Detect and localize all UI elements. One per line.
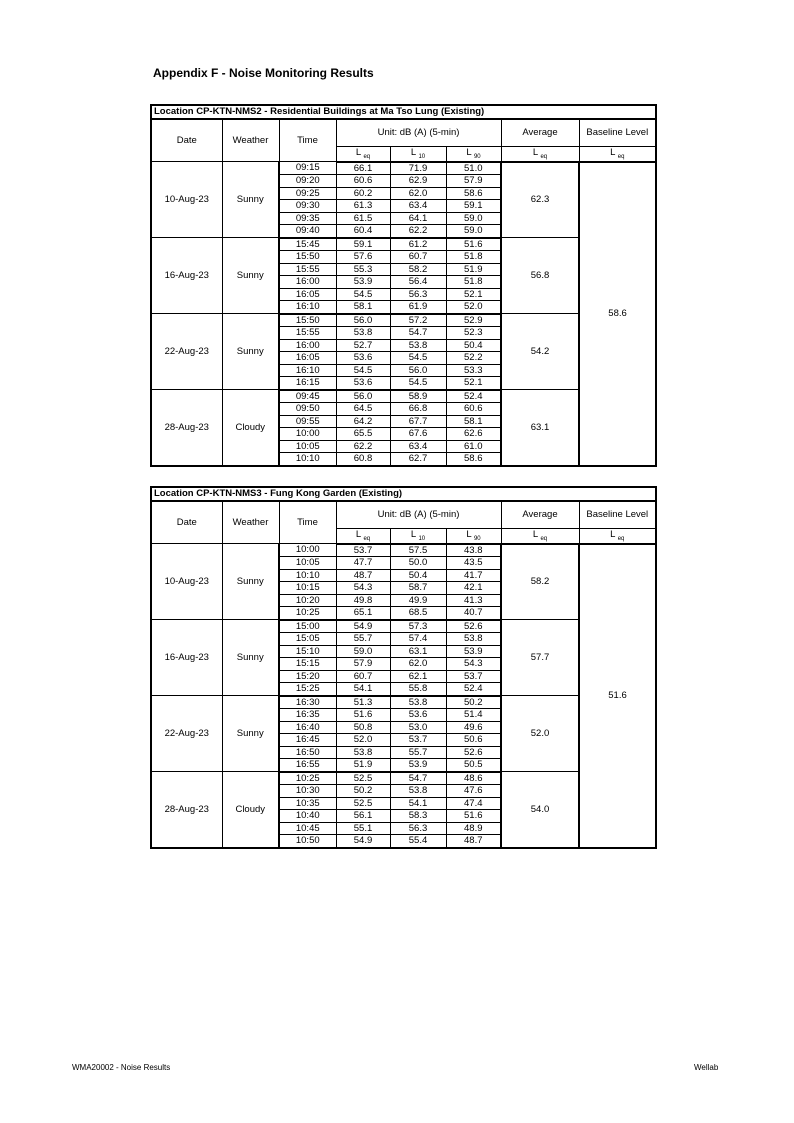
footer-company: Wellab [694,1063,719,1072]
time-cell: 15:50 [279,251,336,264]
l90-cell: 51.8 [446,251,501,264]
baseline-cell: 58.6 [579,162,656,466]
l90-cell: 53.3 [446,364,501,377]
l90-cell: 41.7 [446,569,501,582]
header-l90 [446,147,501,162]
footer-document-ref: WMA20002 - Noise Results [72,1063,171,1072]
l90-cell: 43.8 [446,544,501,557]
header-baseline: Baseline Level [579,119,656,147]
l10-cell: 53.8 [390,785,446,798]
l10-cell: 62.9 [390,175,446,188]
header-unit: Unit: dB (A) (5-min) [336,119,501,147]
header-date: Date [151,119,222,162]
leq-cell: 64.2 [336,415,390,428]
time-cell: 09:20 [279,175,336,188]
l10-cell: 57.2 [390,314,446,327]
l10-cell: 53.6 [390,709,446,722]
leq-cell: 52.7 [336,339,390,352]
header-average: Average [501,119,579,147]
leq-cell: 58.1 [336,301,390,314]
leq-cell: 53.7 [336,544,390,557]
leq-cell: 50.8 [336,721,390,734]
l-subscript: 90 [473,536,481,542]
l10-cell: 62.7 [390,453,446,466]
time-cell: 16:40 [279,721,336,734]
time-cell: 10:00 [279,428,336,441]
weather-cell: Cloudy [222,772,279,848]
l-symbol: L [410,529,416,540]
header-average: Average [501,501,579,529]
l10-cell: 71.9 [390,162,446,175]
l-subscript: eq [540,536,548,542]
leq-cell: 55.7 [336,633,390,646]
time-cell: 10:10 [279,569,336,582]
average-cell: 54.2 [501,314,579,390]
l10-cell: 60.7 [390,251,446,264]
average-cell: 63.1 [501,390,579,466]
l90-cell: 50.6 [446,734,501,747]
header-baseline: Baseline Level [579,501,656,529]
time-cell: 15:25 [279,683,336,696]
l10-cell: 62.2 [390,225,446,238]
time-cell: 16:00 [279,339,336,352]
time-cell: 09:40 [279,225,336,238]
l90-cell: 48.6 [446,772,501,785]
l90-cell: 53.7 [446,670,501,683]
l90-cell: 48.7 [446,835,501,848]
l90-cell: 48.9 [446,822,501,835]
leq-cell: 53.6 [336,377,390,390]
l-symbol: L [466,147,472,158]
l10-cell: 62.0 [390,658,446,671]
time-cell: 09:55 [279,415,336,428]
weather-cell: Cloudy [222,390,279,466]
l10-cell: 54.5 [390,352,446,365]
l10-cell: 58.9 [390,390,446,403]
l90-cell: 58.6 [446,187,501,200]
table-row [151,544,656,557]
l90-cell: 42.1 [446,582,501,595]
leq-cell: 53.9 [336,276,390,289]
time-cell: 16:10 [279,301,336,314]
time-cell: 16:55 [279,759,336,772]
l-subscript: eq [540,154,548,160]
average-cell: 57.7 [501,620,579,696]
time-cell: 09:25 [279,187,336,200]
noise-results-table [150,486,657,849]
l-subscript: 90 [473,154,481,160]
leq-cell: 55.3 [336,263,390,276]
l90-cell: 52.1 [446,288,501,301]
l90-cell: 57.9 [446,175,501,188]
l10-cell: 61.9 [390,301,446,314]
time-cell: 15:45 [279,238,336,251]
time-cell: 16:15 [279,377,336,390]
time-cell: 16:35 [279,709,336,722]
weather-cell: Sunny [222,620,279,696]
l-symbol: L [532,147,538,158]
l90-cell: 52.4 [446,683,501,696]
l90-cell: 47.4 [446,797,501,810]
time-cell: 10:05 [279,557,336,570]
time-cell: 09:45 [279,390,336,403]
leq-cell: 65.5 [336,428,390,441]
leq-cell: 55.1 [336,822,390,835]
noise-results-table [150,104,657,467]
average-cell: 52.0 [501,696,579,772]
leq-cell: 60.2 [336,187,390,200]
header-average-leq [501,147,579,162]
header-weather: Weather [222,119,279,162]
l90-cell: 51.9 [446,263,501,276]
l-subscript: eq [363,154,371,160]
time-cell: 10:05 [279,440,336,453]
l10-cell: 67.6 [390,428,446,441]
leq-cell: 60.6 [336,175,390,188]
l90-cell: 41.3 [446,594,501,607]
average-cell: 58.2 [501,544,579,620]
time-cell: 15:20 [279,670,336,683]
time-cell: 15:10 [279,645,336,658]
time-cell: 10:50 [279,835,336,848]
time-cell: 09:15 [279,162,336,175]
l90-cell: 47.6 [446,785,501,798]
leq-cell: 60.7 [336,670,390,683]
l-symbol: L [610,147,616,158]
header-leq [336,529,390,544]
leq-cell: 49.8 [336,594,390,607]
l90-cell: 59.1 [446,200,501,213]
leq-cell: 60.4 [336,225,390,238]
l10-cell: 58.2 [390,263,446,276]
leq-cell: 52.5 [336,772,390,785]
date-cell: 28-Aug-23 [151,390,222,466]
time-cell: 16:05 [279,288,336,301]
leq-cell: 57.9 [336,658,390,671]
leq-cell: 59.1 [336,238,390,251]
weather-cell: Sunny [222,544,279,620]
time-cell: 16:10 [279,364,336,377]
l90-cell: 49.6 [446,721,501,734]
l-symbol: L [466,529,472,540]
time-cell: 10:40 [279,810,336,823]
l90-cell: 40.7 [446,607,501,620]
header-unit: Unit: dB (A) (5-min) [336,501,501,529]
header-leq [336,147,390,162]
l10-cell: 55.8 [390,683,446,696]
l10-cell: 50.4 [390,569,446,582]
l90-cell: 50.2 [446,696,501,709]
l10-cell: 55.7 [390,746,446,759]
time-cell: 15:50 [279,314,336,327]
l90-cell: 53.8 [446,633,501,646]
leq-cell: 54.5 [336,364,390,377]
l-symbol: L [532,529,538,540]
l90-cell: 50.5 [446,759,501,772]
leq-cell: 56.0 [336,390,390,403]
l90-cell: 52.0 [446,301,501,314]
leq-cell: 66.1 [336,162,390,175]
leq-cell: 54.9 [336,620,390,633]
weather-cell: Sunny [222,238,279,314]
date-cell: 10-Aug-23 [151,544,222,620]
leq-cell: 64.5 [336,403,390,416]
l90-cell: 60.6 [446,403,501,416]
leq-cell: 60.8 [336,453,390,466]
l90-cell: 50.4 [446,339,501,352]
l10-cell: 55.4 [390,835,446,848]
l10-cell: 50.0 [390,557,446,570]
date-cell: 28-Aug-23 [151,772,222,848]
time-cell: 10:15 [279,582,336,595]
l10-cell: 67.7 [390,415,446,428]
l10-cell: 64.1 [390,212,446,225]
l90-cell: 61.0 [446,440,501,453]
date-cell: 10-Aug-23 [151,162,222,238]
leq-cell: 47.7 [336,557,390,570]
l10-cell: 68.5 [390,607,446,620]
leq-cell: 56.1 [336,810,390,823]
header-average-leq [501,529,579,544]
time-cell: 09:50 [279,403,336,416]
time-cell: 10:30 [279,785,336,798]
leq-cell: 52.0 [336,734,390,747]
time-cell: 10:10 [279,453,336,466]
l-subscript: eq [617,154,625,160]
time-cell: 10:25 [279,772,336,785]
time-cell: 16:05 [279,352,336,365]
l-subscript: 10 [418,154,426,160]
leq-cell: 65.1 [336,607,390,620]
l90-cell: 51.6 [446,238,501,251]
location-title: Location CP-KTN-NMS2 - Residential Buildings at Ma Tso Lung (Existing) [151,105,656,119]
leq-cell: 51.9 [336,759,390,772]
leq-cell: 53.8 [336,327,390,340]
l-symbol: L [610,529,616,540]
l-symbol: L [355,529,361,540]
header-time: Time [279,501,336,544]
date-cell: 16-Aug-23 [151,238,222,314]
time-cell: 10:20 [279,594,336,607]
l10-cell: 56.4 [390,276,446,289]
l10-cell: 53.8 [390,696,446,709]
l-subscript: 10 [418,536,426,542]
l90-cell: 52.1 [446,377,501,390]
l10-cell: 62.0 [390,187,446,200]
l10-cell: 61.2 [390,238,446,251]
l90-cell: 59.0 [446,212,501,225]
leq-cell: 54.5 [336,288,390,301]
l10-cell: 54.7 [390,327,446,340]
l90-cell: 62.6 [446,428,501,441]
average-cell: 62.3 [501,162,579,238]
l90-cell: 51.0 [446,162,501,175]
time-cell: 10:35 [279,797,336,810]
average-cell: 54.0 [501,772,579,848]
time-cell: 15:55 [279,263,336,276]
weather-cell: Sunny [222,162,279,238]
l10-cell: 53.0 [390,721,446,734]
header-l10 [390,147,446,162]
header-time: Time [279,119,336,162]
l10-cell: 63.1 [390,645,446,658]
l-subscript: eq [363,536,371,542]
l90-cell: 51.6 [446,810,501,823]
leq-cell: 52.5 [336,797,390,810]
leq-cell: 53.6 [336,352,390,365]
time-cell: 10:00 [279,544,336,557]
page-title: Appendix F - Noise Monitoring Results [153,66,374,80]
header-baseline-leq [579,147,656,162]
l10-cell: 62.1 [390,670,446,683]
l10-cell: 57.3 [390,620,446,633]
leq-cell: 61.3 [336,200,390,213]
leq-cell: 54.3 [336,582,390,595]
header-baseline-leq [579,529,656,544]
l10-cell: 54.1 [390,797,446,810]
noise-table-nms2 [150,104,655,467]
l10-cell: 54.5 [390,377,446,390]
l90-cell: 58.1 [446,415,501,428]
l10-cell: 54.7 [390,772,446,785]
l10-cell: 49.9 [390,594,446,607]
leq-cell: 59.0 [336,645,390,658]
header-l90 [446,529,501,544]
l10-cell: 63.4 [390,440,446,453]
l10-cell: 56.0 [390,364,446,377]
leq-cell: 62.2 [336,440,390,453]
leq-cell: 51.6 [336,709,390,722]
table-row [151,162,656,175]
header-date: Date [151,501,222,544]
leq-cell: 50.2 [336,785,390,798]
time-cell: 16:50 [279,746,336,759]
time-cell: 15:55 [279,327,336,340]
l90-cell: 52.2 [446,352,501,365]
leq-cell: 48.7 [336,569,390,582]
noise-table-nms3 [150,486,655,849]
header-weather: Weather [222,501,279,544]
date-cell: 22-Aug-23 [151,314,222,390]
l90-cell: 52.6 [446,746,501,759]
time-cell: 16:45 [279,734,336,747]
l90-cell: 52.3 [446,327,501,340]
l90-cell: 54.3 [446,658,501,671]
leq-cell: 54.9 [336,835,390,848]
time-cell: 16:30 [279,696,336,709]
weather-cell: Sunny [222,696,279,772]
time-cell: 15:00 [279,620,336,633]
leq-cell: 56.0 [336,314,390,327]
l10-cell: 53.8 [390,339,446,352]
l10-cell: 53.7 [390,734,446,747]
time-cell: 15:05 [279,633,336,646]
l10-cell: 58.3 [390,810,446,823]
l-symbol: L [355,147,361,158]
l10-cell: 58.7 [390,582,446,595]
l-symbol: L [410,147,416,158]
l90-cell: 52.9 [446,314,501,327]
l-subscript: eq [617,536,625,542]
l10-cell: 56.3 [390,822,446,835]
average-cell: 56.8 [501,238,579,314]
l90-cell: 51.8 [446,276,501,289]
baseline-cell: 51.6 [579,544,656,848]
time-cell: 15:15 [279,658,336,671]
l10-cell: 57.4 [390,633,446,646]
l90-cell: 59.0 [446,225,501,238]
leq-cell: 54.1 [336,683,390,696]
l90-cell: 52.4 [446,390,501,403]
l10-cell: 63.4 [390,200,446,213]
l10-cell: 57.5 [390,544,446,557]
leq-cell: 51.3 [336,696,390,709]
l90-cell: 53.9 [446,645,501,658]
l90-cell: 51.4 [446,709,501,722]
time-cell: 09:30 [279,200,336,213]
l10-cell: 56.3 [390,288,446,301]
l90-cell: 52.6 [446,620,501,633]
l10-cell: 53.9 [390,759,446,772]
location-title: Location CP-KTN-NMS3 - Fung Kong Garden (Existing) [151,487,656,501]
l10-cell: 66.8 [390,403,446,416]
time-cell: 10:45 [279,822,336,835]
header-l10 [390,529,446,544]
l90-cell: 43.5 [446,557,501,570]
time-cell: 16:00 [279,276,336,289]
date-cell: 22-Aug-23 [151,696,222,772]
time-cell: 09:35 [279,212,336,225]
date-cell: 16-Aug-23 [151,620,222,696]
leq-cell: 61.5 [336,212,390,225]
l90-cell: 58.6 [446,453,501,466]
leq-cell: 53.8 [336,746,390,759]
time-cell: 10:25 [279,607,336,620]
weather-cell: Sunny [222,314,279,390]
leq-cell: 57.6 [336,251,390,264]
